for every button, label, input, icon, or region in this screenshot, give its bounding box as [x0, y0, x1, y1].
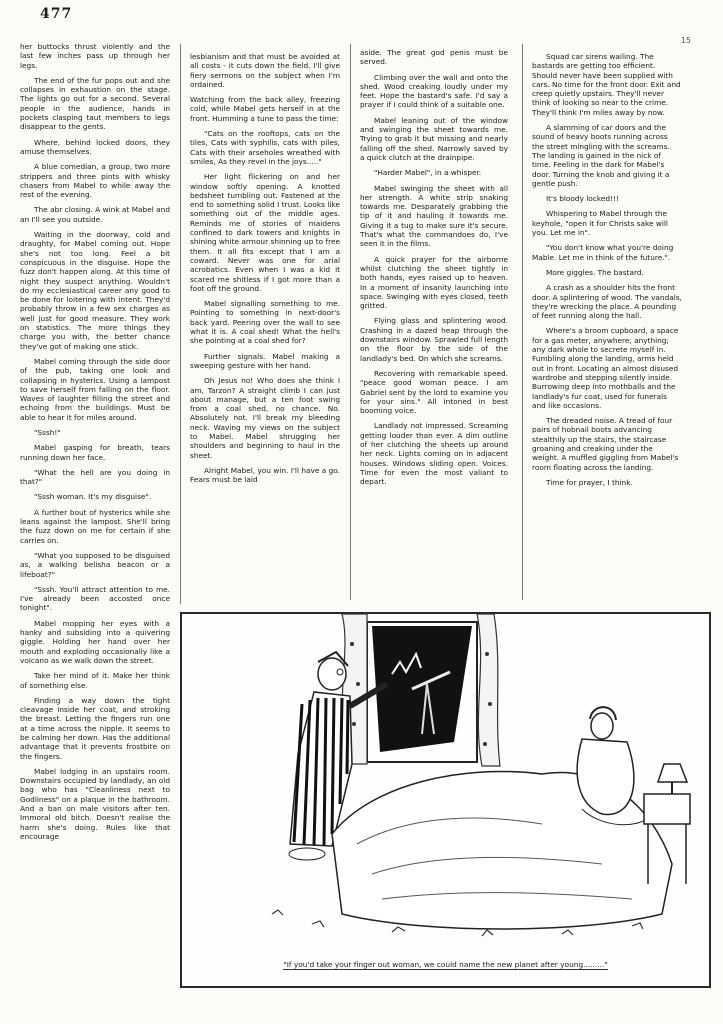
paragraph: Recovering with remarkable speed. "peace good woman peace. I am Gabriel sent by the lord to examine you for your sins." All intoned in best booming voice. [360, 368, 508, 416]
paragraph: More giggles. The bastard. [546, 267, 644, 277]
paragraph: Mabel gasping for breath, tears running down her face. [20, 443, 170, 462]
paragraph: Where's a broom cupboard, a space for a gas meter, anywhere, anything; any dark whole to secrete myself in. Fumbling along the landing, arms held out in front. Locating an almost disused wardrobe and stepping silently inside. Burrowing deep into mothballs and the landlady's fur coat, used for funerals and like occasions. [532, 326, 679, 410]
paragraph: Time for prayer, I think. [546, 477, 633, 487]
page-number-right: 15 [680, 36, 691, 45]
paragraph: "You don't know what you're doing Mable. Let me in think of the future.". [532, 243, 674, 262]
paragraph: Watching from the back alley, freezing cold, while Mabel gets herself in at the front. Humming a tune to pass the time: [190, 95, 340, 123]
text-column-3 [360, 48, 508, 600]
paragraph: lesbianism and that must be avoided at all costs - it cuts down the field. I'll give fiery sermons on the subject when I'm ordained. [190, 52, 340, 89]
paragraph: The abr closing. A wink at Mabel and an I'll see you outside. [20, 205, 170, 224]
paragraph: A crash as a shoulder hits the front door. A splintering of wood. The vandals, they're wrecking the place. A pounding of feet running along the hall. [532, 283, 682, 321]
text-column-1 [20, 42, 170, 1018]
paragraph: Take her mind of it. Make her think of something else. [20, 671, 170, 690]
page-number: 477 [40, 6, 73, 22]
paragraph: A quick prayer for the airborne whilst clutching the sheet tightly in both hands, eyes raised up to heaven. In a moment of insanity launching into space. Swinging with eyes closed, teeth gritted. [360, 254, 508, 311]
paragraph: Finding a way down the tight cleavage inside her coat, and stroking the breast. Letting the fingers run one at a time across the nipple. It seems to be calming her down. Has the additional advantage that it prevents frostbite on the fingers. [20, 695, 170, 761]
paragraph: Climbing over the wall and onto the shed. Wood creaking loudly under my feet. Hope the bastard's safe. I'd say a prayer if I could think of a suitable one. [360, 72, 508, 110]
paragraph: "Cats on the rooftops, cats on the tiles, Cats with syphilis, cats with piles, Cats with their arseholes wreathed with smiles, As they revel in the joys....." [190, 129, 340, 166]
paragraph: aside. The great god penis must be served. [360, 48, 508, 67]
paragraph: Mabel lodging in an upstairs room. Downstairs occupied by landlady, an old bag who has "Cleanliness next to Godliness" on a plaque in the bathroom. And a ban on male visitors after ten. Immoral old bitch. Doesn't realise the harm she's doing. Rules like that encourage [20, 766, 170, 841]
paragraph: Alright Mabel, you win. I'll have a go. Fears must be laid [190, 465, 340, 485]
paragraph: "Sssh!" [34, 427, 61, 437]
window [367, 622, 477, 762]
cartoon-illustration [180, 612, 711, 988]
column-divider [180, 44, 181, 604]
text-column-4 [532, 52, 682, 604]
paragraph: Mabel swinging the sheet with all her strength. A white strip snaking towards me. Desparately grabbing the tip of it and hauling it towards me. Giving it a tug to make sure it's secure. That's what the commandoes do, I've seen it in the films. [360, 183, 508, 249]
paragraph: Oh Jesus no! Who does she think I am, Tarzon? A straight climb I can just about manage, but a ten foot swing from a coal shed, no chance. No. Absolutely not. I'll break my bleeding neck. Waving my views on the subject to Mabel. Mabel shrugging her shoulders and beginning to haul in the sheet. [190, 376, 340, 460]
paragraph: Flying glass and splintering wood. Crashing in a dazed heap through the downstairs window. Sprawled full length on the floor by the side of the landlady's bed. On which she screams. [360, 316, 508, 363]
paragraph: The end of the fur pops out and she collapses in exhaustion on the stage. The lights go out for a second. Several people in the audience, hands in pockets clasping taut members to legs disappear to the gents. [20, 75, 170, 132]
paragraph: Where, behind locked doors, they amuse themselves. [20, 137, 170, 156]
paragraph: "What you supposed to be disguised as, a walking belisha beacon or a lifeboat?" [20, 550, 170, 579]
paragraph: Whispering to Mabel through the keyhole, "open it for Christs sake will you. Let me in". [532, 209, 668, 238]
paragraph: Landlady not impressed. Screaming getting louder than ever. A dim outline of her clutching the sheets up around her neck. Lights coming on in adjacent houses. Windows sliding open. Voices. Time for even the most valiant to depart. [360, 421, 508, 487]
paragraph: Mabel leaning out of the window and swinging the sheet towards me. Trying to grab it but missing and nearly falling off the shed. Narrowly saved by a quick clutch at the drainpipe. [360, 115, 508, 162]
paragraph: A slamming of car doors and the sound of heavy boots running across the street mingling with the screams. The landing is gained in the nick of time. Feeling in the dark for Mabel's door. Turning the knob and giving it a gentle push. [532, 123, 670, 188]
cartoon-drawing [182, 614, 709, 954]
paragraph: her buttocks thrust violently and the last few inches pass up through her legs. [20, 42, 170, 70]
cartoon-caption [182, 960, 709, 969]
column-divider [522, 44, 523, 600]
paragraph: Mabel coming through the side door of the pub, taking one look and collapsing in hysterics. Using a lampost to save herself from falling on the floor. Waves of laughter filling the street and echoing from the buildings. Must be able to hear it for miles around. [20, 356, 170, 422]
text-column-2 [190, 52, 340, 600]
paragraph: "Sssh. You'll attract attention to me. I've already been accosted once tonight". [20, 584, 170, 613]
paragraph: "Sssh woman. It's my disguise". [34, 492, 152, 502]
paragraph: It's bloody locked!!! [546, 194, 619, 204]
paragraph: Her light flickering on and her window softly opening. A knotted bedsheet tumbling out. Fastened at the end to something solid I trust. Looks like something out of the middle ages. Reminds me of stories of maidens confined to dark towers and knights in shining white armour shinning up to free them. It all fits except that I am a coward. Never was one for arial acrobatics. Even when I was a kid it scared me shitless if I got more than a foot off the ground. [190, 172, 340, 293]
column-divider [350, 44, 351, 600]
paragraph: A blue comedian, a group, two more strippers and three pints with whisky chasers from Mabel to while away the rest of the evening. [20, 162, 170, 200]
paragraph: The dreaded noise. A tread of four pairs of hobnail boots advancing stealthily up the stairs, the staircase groaning and creaking under the weight. A muffled giggling from Mabel's room floating across the landing. [532, 416, 679, 472]
paragraph: "Harder Mabel", in a whisper. [374, 168, 482, 178]
paragraph: Mabel signalling something to me. Pointing to something in next-door's back yard. Peering over the wall to see what it is. A coal shed! What the hell's she pointing at a coal shed for? [190, 299, 340, 346]
cartoon-caption-text: "If you'd take your finger out woman, we could name the new planet after young........." [283, 960, 608, 969]
paragraph: "What the hell are you doing in that?" [20, 467, 170, 487]
paragraph: Waiting in the doorway, cold and draughty, for Mabel coming out. Hope she's not too long. Feel a bit conspicuous in the disguise. Hope the fuzz don't happen along. At this time of night they suspect anything. Wouldn't do my ecclesiastical career any good to be done for loitering with intent. They'd probably throw in a few sex charges as well just for good measure. They work on statistics. The more things they charge you with, the better chance they've got of making one stick. [20, 230, 170, 351]
paragraph: Further signals. Mabel making a sweeping gesture with her hand. [190, 351, 340, 370]
paragraph: A further bout of hysterics while she leans against the lampost. She'll bring the fuzz down on me for certain if she carries on. [20, 507, 170, 545]
paragraph: Squad car sirens wailing. The bastards are getting too efficient. Should never have been supplied with cars. No time for the front door. Exit and creep quietly upstairs. They'll never think of looking so near to the crime. They'll think I'm miles away by now. [532, 52, 681, 117]
paragraph: Mabel mopping her eyes with a hanky and subsiding into a quivering giggle. Holding her hand over her mouth and exploding occasionally like a volcano as we walk down the street. [20, 618, 170, 665]
